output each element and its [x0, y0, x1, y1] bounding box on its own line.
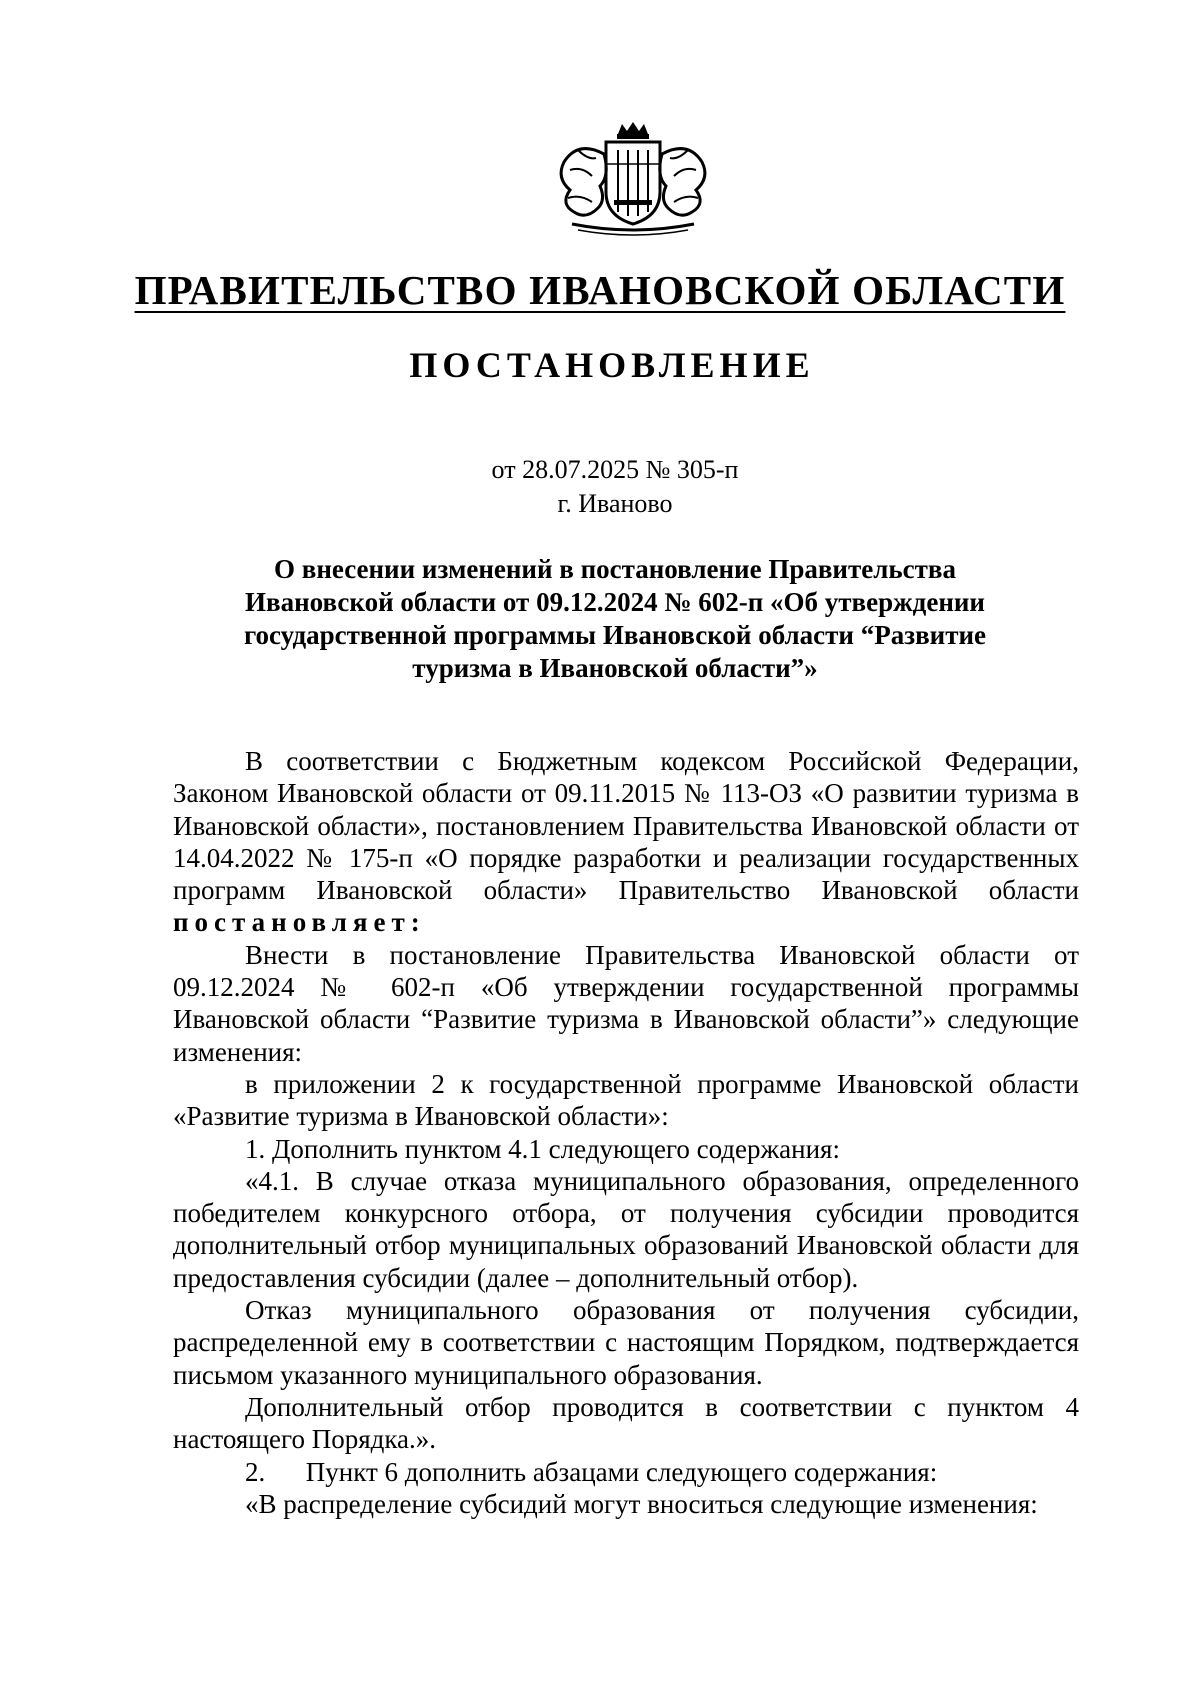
document-type-heading: ПОСТАНОВЛЕНИЕ	[409, 345, 815, 385]
paragraph: 2. Пункт 6 дополнить абзацами следующего содержания:	[245, 1456, 938, 1487]
document-body	[173, 745, 1079, 1520]
title-line: государственной программы Ивановской области “Развитие	[243, 620, 987, 650]
document-title	[190, 553, 1040, 685]
organization-name: ПРАВИТЕЛЬСТВО ИВАНОВСКОЙ ОБЛАСТИ	[134, 267, 1066, 313]
paragraph: Внести в постановление Правительства Ивановской области от 09.12.2024 № 602-п «Об утверждении государственной программы Ивановской области “Развитие туризма в Ивановской области”» следующие изменения:	[173, 939, 1079, 1067]
title-line: Ивановской области от 09.12.2024 № 602-п «Об утверждении	[245, 587, 985, 617]
document-city: г. Иваново	[557, 489, 673, 518]
title-line: туризма в Ивановской области”»	[412, 653, 818, 683]
ivanovo-coat-of-arms-icon	[548, 120, 718, 238]
paragraph-text: В соответствии с Бюджетным кодексом Российской Федерации, Законом Ивановской области от 09.11.2015 № 113-ОЗ «О развитии туризма в Ивановской области», постановлением Правительства Ивановской области от 14.04.2022 № 175-п «О порядке разработки и реализации государственных программ Ивановской области» Правительство Ивановской области	[173, 746, 1079, 906]
paragraph: Дополнительный отбор проводится в соответствии с пунктом 4 настоящего Порядка.».	[173, 1391, 1079, 1455]
resolution-keyword: постановляет:	[173, 907, 426, 938]
organization-heading	[0, 266, 1200, 314]
document-date-number: от 28.07.2025 № 305-п	[491, 455, 739, 484]
paragraph: «В распределение субсидий могут вноситься следующие изменения:	[245, 1488, 1038, 1519]
title-line: О внесении изменений в постановление Правительства	[274, 554, 956, 584]
paragraph: Отказ муниципального образования от получения субсидии, распределенной ему в соответствии с настоящим Порядком, подтверждается письмом указанного муниципального образования.	[173, 1295, 1079, 1390]
paragraph	[173, 745, 1079, 939]
paragraph: «4.1. В случае отказа муниципального образования, определенного победителем конкурсного отбора, от получения субсидии проводится дополнительный отбор муниципальных образований Ивановской области для предоставления субсидии (далее – дополнительный отбор).	[173, 1165, 1079, 1293]
paragraph: 1. Дополнить пунктом 4.1 следующего содержания:	[245, 1133, 840, 1164]
paragraph: в приложении 2 к государственной программе Ивановской области «Развитие туризма в Ивановской области»:	[173, 1068, 1079, 1132]
